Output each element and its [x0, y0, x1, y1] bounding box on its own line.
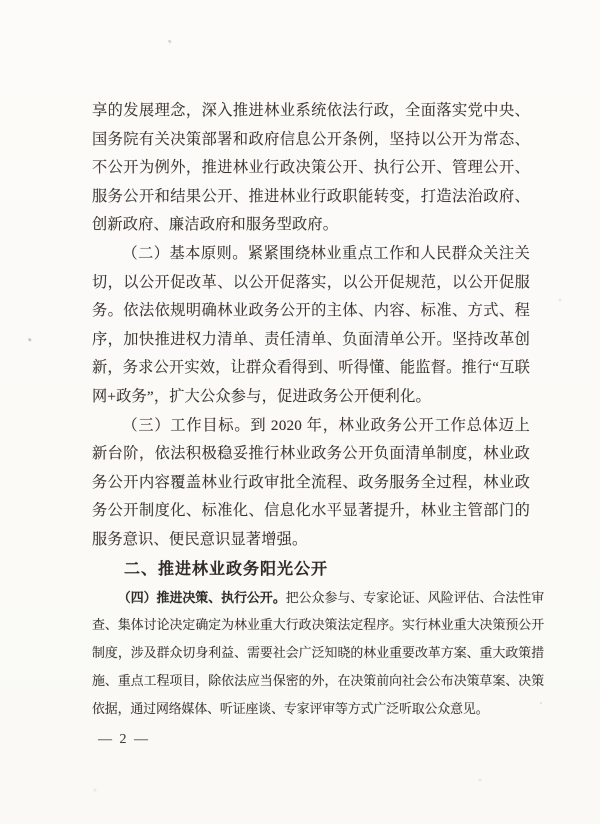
- paragraph-work-goals: （三）工作目标。到 2020 年，林业政务公开工作总体迈上新台阶，依法积极稳妥推行林业政务公开负面清单制度，林业政务公开内容覆盖林业行政审批全流程、政务服务全过程，林业政务公开制度化、标准化、信息化水平显著提升，林业主管部门的服务意识、便民意识显著增强。: [92, 416, 530, 548]
- paragraph-basic-principles: （二）基本原则。紧紧围绕林业重点工作和人民群众关注关切，以公开促改革、以公开促落实，以公开促规范，以公开促服务。依法依规明确林业政务公开的主体、内容、标准、方式、程序，加快推进权力清单、责任清单、负面清单公开。坚持改革创新，务求公开实效，让群众看得到、听得懂、能监督。推行“互联网+政务”，扩大公众参与，促进政务公开便利化。: [92, 244, 530, 405]
- section-heading: 二、推进林业政务阳光公开: [124, 560, 329, 578]
- text-block: [92, 97, 545, 723]
- paragraph-decision-execution-body: 把公众参与、专家论证、风险评估、合法性审查、集体讨论决定确定为林业重大行政决策法定程序。实行林业重大决策预公开制度，涉及群众切身利益、需要社会广泛知晓的林业重要改革方案、重大政策措施、重点工程项目，除依法应当保密的外，在决策前向社会公布决策草案、决策依据，通过网络媒体、听证座谈、专家评审等方式广泛听取公众意见。: [92, 590, 545, 716]
- paragraph-continuation: 享的发展理念，深入推进林业系统依法行政，全面落实党中央、国务院有关决策部署和政府信息公开条例，坚持以公开为常态、不公开为例外，推进林业行政决策公开、执行公开、管理公开、服务公开和结果公开、推进林业行政职能转变，打造法治政府、创新政府、廉洁政府和服务型政府。: [92, 102, 530, 234]
- paragraph-decision-execution: [92, 585, 544, 724]
- scan-speck: [28, 338, 31, 341]
- page-number: — 2 —: [98, 732, 150, 747]
- paragraph-decision-execution-lead: （四）推进决策、执行公开。: [117, 590, 286, 605]
- scan-speck: [168, 40, 171, 42]
